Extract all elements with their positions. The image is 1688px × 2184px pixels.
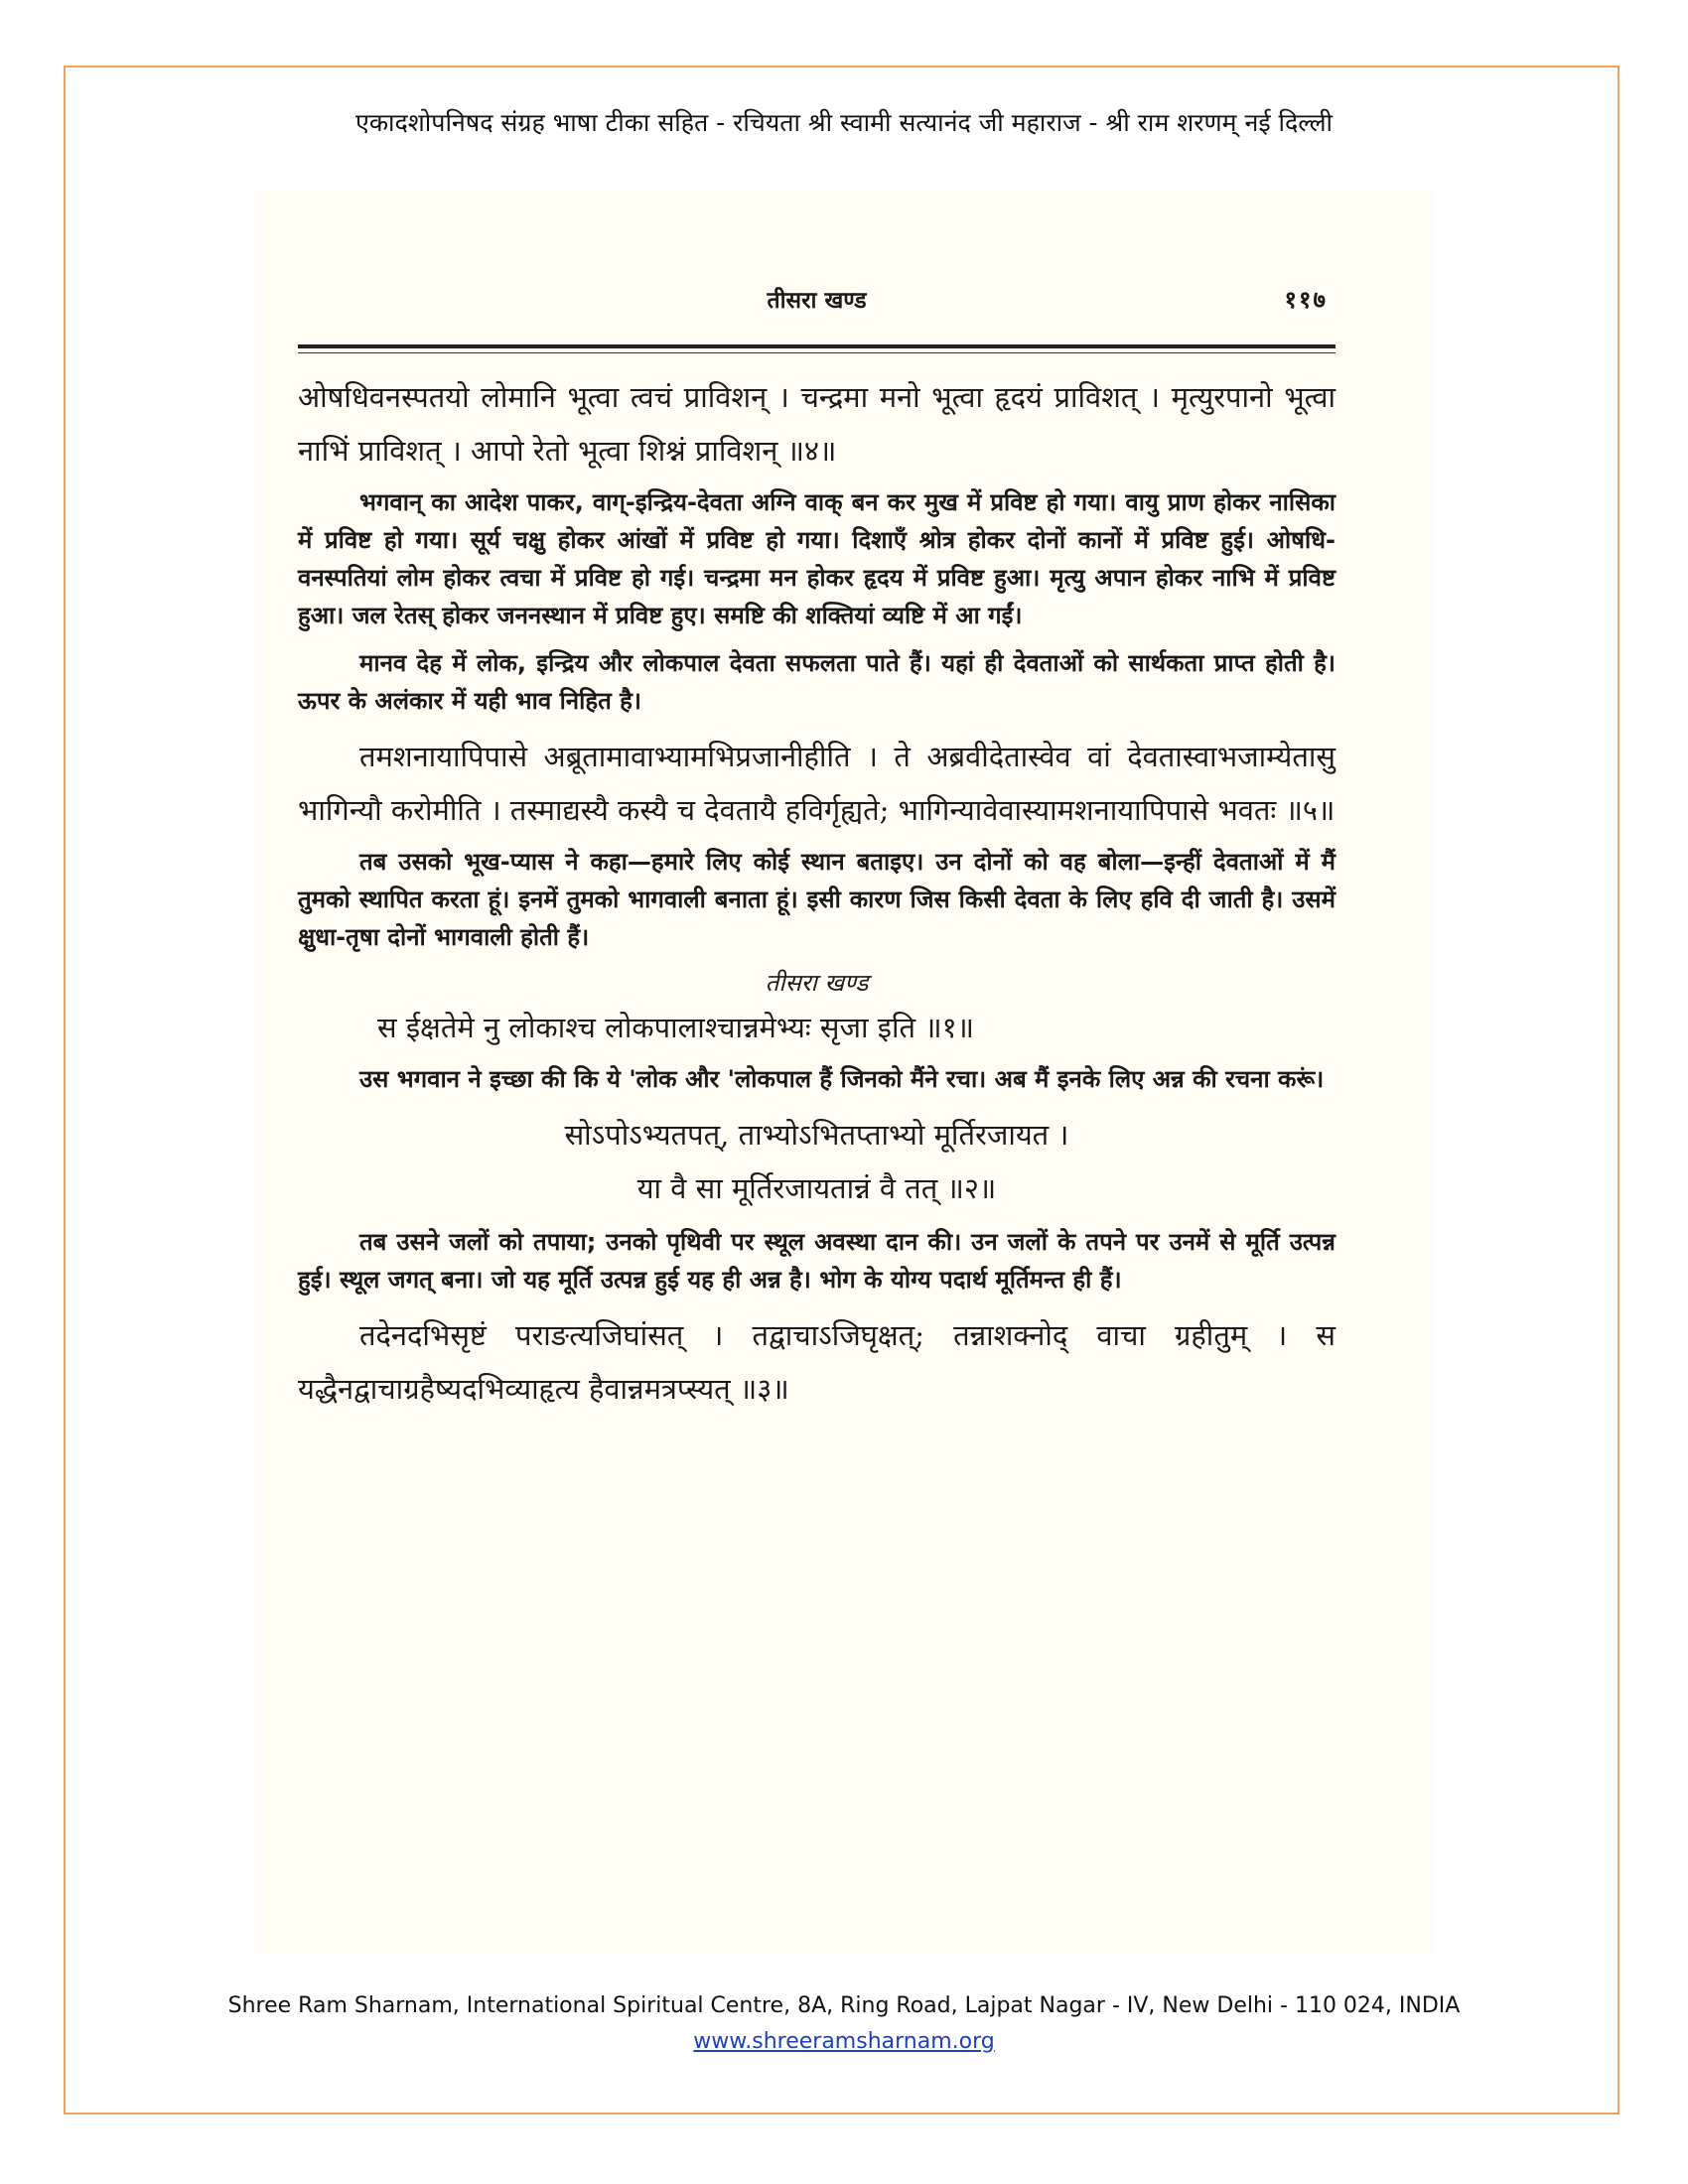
sanskrit-verse: स ईक्षतेमे नु लोकाश्च लोकपालाश्चान्नमेभ्यः सृजा इति ॥१॥ — [377, 1011, 975, 1044]
section-heading: तीसरा खण्ड — [765, 969, 869, 997]
hindi-commentary: तब उसने जलों को तपाया; उनको पृथिवी पर स्थूल अवस्था दान की। उन जलों के तपने पर उनमें से मूर्ति उत्पन्न हुई। स्थूल जगत् बना। जो यह मूर्ति उत्पन्न हुई यह ही अन्न है। भोग के योग्य पदार्थ मूर्तिमन्त ही हैं। — [298, 1228, 1336, 1294]
website-link[interactable]: www.shreeramsharnam.org — [693, 2029, 995, 2054]
running-title: तीसरा खण्ड — [767, 288, 867, 314]
footer-address: Shree Ram Sharnam, International Spiritual Centre, 8A, Ring Road, Lajpat Nagar - IV, New Delhi - 110 024, INDIA — [227, 1993, 1461, 2018]
hindi-commentary: तब उसको भूख-प्यास ने कहा—हमारे लिए कोई स्थान बताइए। उन दोनों को वह बोला—इन्हीं देवताओं में मैं तुमको स्थापित करता हूं। इनमें तुमको भागवाली बनाता हूं। इसी कारण जिस किसी देवता के लिए हवि दी जाती है। उसमें क्षुधा-तृषा दोनों भागवाली होती हैं। — [298, 848, 1336, 951]
sanskrit-verse: तदेनदभिसृष्टं पराङत्यजिघांसत् । तद्वाचाऽजिघृक्षत्; तन्नाशक्नोद् वाचा ग्रहीतुम् । स यद्धैनद्वाचाग्रहैष्यदभिव्याहृत्य हैवान्नमत्रप्स्यत् ॥३॥ — [298, 1318, 1336, 1406]
verse-block — [298, 1108, 1336, 1215]
sanskrit-verse: ओषधिवनस्पतयो लोमानि भूत्वा त्वचं प्राविशन् । चन्द्रमा मनो भूत्वा हृदयं प्राविशत् । मृत्युरपानो भूत्वा नाभिं प्राविशत् । आपो रेतो भूत्वा शिश्नं प्राविशन् ॥४॥ — [298, 380, 1336, 468]
hindi-commentary: मानव देह में लोक, इन्द्रिय और लोकपाल देवता सफलता पाते हैं। यहां ही देवताओं को सार्थकता प्राप्त होती है। ऊपर के अलंकार में यही भाव निहित है। — [298, 649, 1336, 715]
footer-website — [0, 2029, 1688, 2054]
hindi-commentary: उस भगवान ने इच्छा की कि ये 'लोक और 'लोकपाल हैं जिनको मैंने रचा। अब मैं इनके लिए अन्न की रचना करूं। — [359, 1065, 1325, 1093]
verse-line: या वै सा मूर्तिरजायतान्नं वै तत् ॥२॥ — [636, 1171, 997, 1205]
verse-line: सोऽपोऽभ्यतपत्, ताभ्योऽभितप्ताभ्यो मूर्तिरजायत । — [564, 1118, 1069, 1152]
page-content — [298, 370, 1336, 1422]
document-header: एकादशोपनिषद संग्रह भाषा टीका सहित - रचियता श्री स्वामी सत्यानंद जी महाराज - श्री राम शरणम् नई दिल्ली — [355, 108, 1333, 137]
divider — [298, 344, 1336, 348]
page-number: ११७ — [1284, 286, 1328, 314]
running-head — [298, 283, 1336, 327]
divider-thin — [298, 352, 1336, 353]
sanskrit-verse: तमशनायापिपासे अब्रूतामावाभ्यामभिप्रजानीहीति । ते अब्रवीदेतास्वेव वां देवतास्वाभजाम्येतासु भागिन्यौ करोमीति । तस्माद्यस्यै कस्यै च देवतायै हविर्गृह्यते; भागिन्यावेवास्यामशनायापिपासे भवतः ॥५॥ — [298, 740, 1336, 827]
scanned-page — [260, 189, 1432, 1956]
hindi-commentary: भगवान् का आदेश पाकर, वाग्-इन्द्रिय-देवता अग्नि वाक् बन कर मुख में प्रविष्ट हो गया। वायु प्राण होकर नासिका में प्रविष्ट हो गया। सूर्य चक्षु होकर आंखों में प्रविष्ट हो गया। दिशाएँ श्रोत्र होकर दोनों कानों में प्रविष्ट हुई। ओषधि-वनस्पतियां लोम होकर त्वचा में प्रविष्ट हो गई। चन्द्रमा मन होकर हृदय में प्रविष्ट हुआ। मृत्यु अपान होकर नाभि में प्रविष्ट हुआ। जल रेतस् होकर जननस्थान में प्रविष्ट हुए। समष्टि की शक्तियां व्यष्टि में आ गईं। — [298, 488, 1336, 629]
